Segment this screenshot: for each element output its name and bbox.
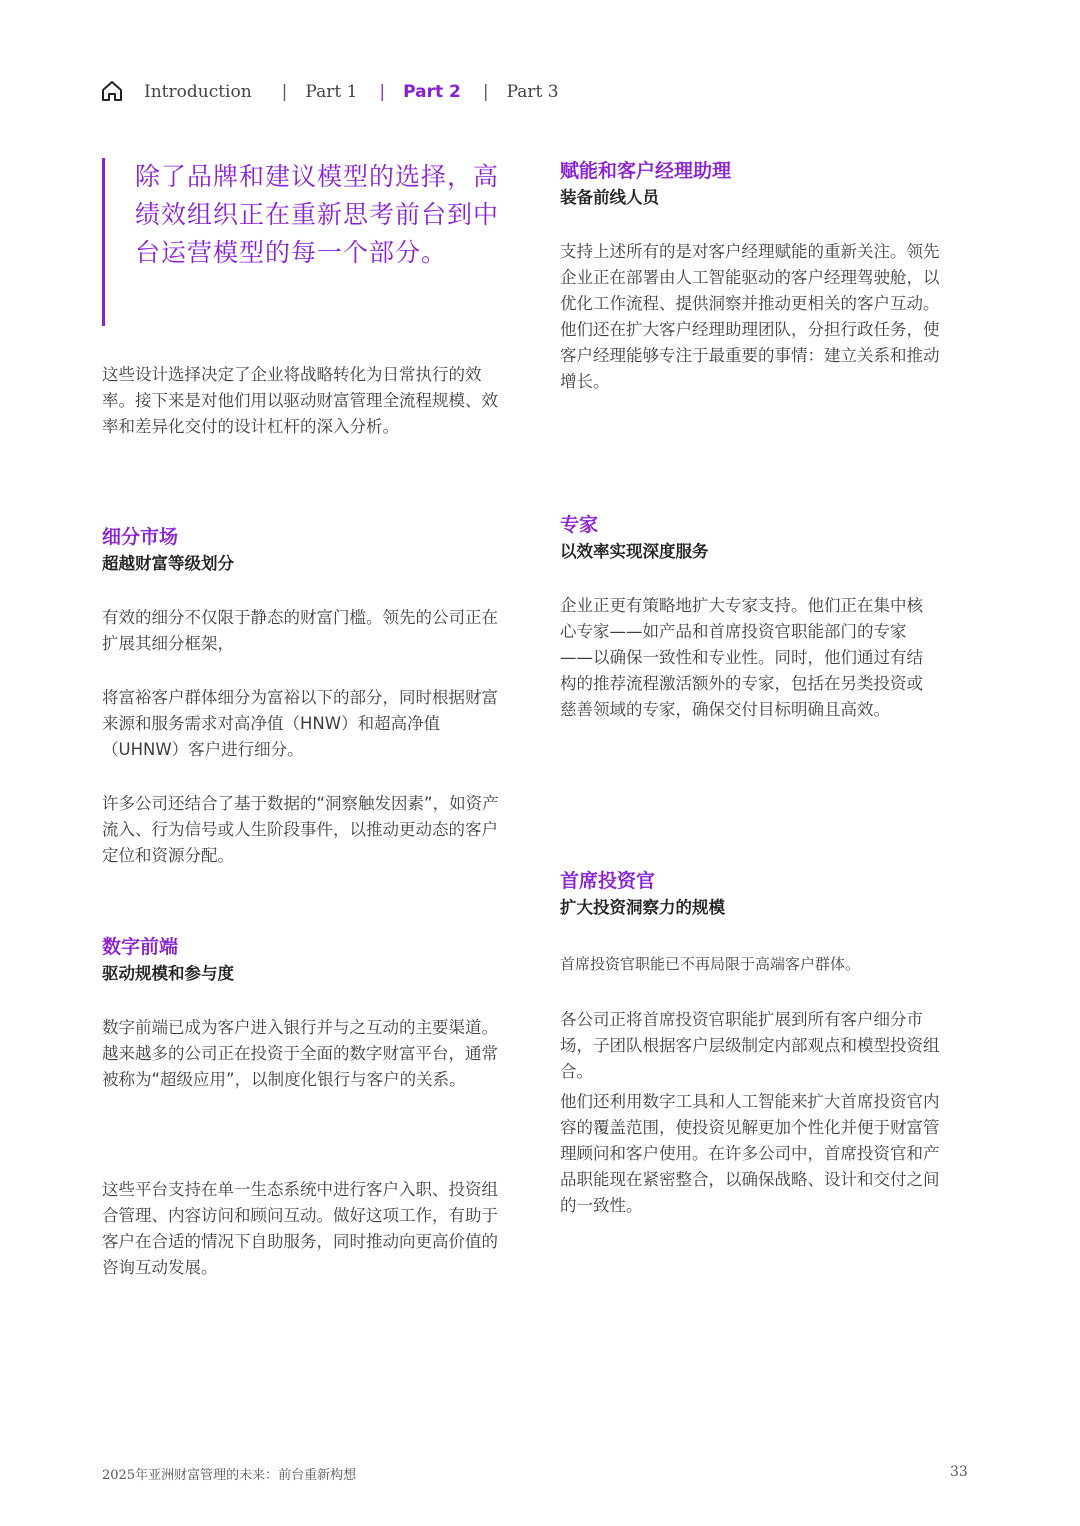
tab-introduction[interactable]: Introduction: [144, 82, 252, 102]
intro-paragraph: 这些设计选择决定了企业将战略转化为日常执行的效率。接下来是对他们用以驱动财富管理全流程规模、效率和差异化交付的设计杠杆的深入分析。: [102, 365, 498, 436]
paragraph: 这些平台支持在单一生态系统中进行客户入职、投资组合管理、内容访问和顾问互动。做好这项工作，有助于客户在合适的情况下自助服务，同时推动向更高价值的咨询互动发展。: [102, 1180, 498, 1277]
section-heading: 数字前端: [102, 936, 179, 958]
paragraph: 将富裕客户群体细分为富裕以下的部分，同时根据财富来源和服务需求对高净值（HNW）和超高净值（UHNW）客户进行细分。: [102, 688, 498, 759]
footer-title: 2025年亚洲财富管理的未来：前台重新构想: [102, 1468, 357, 1483]
section-subheading: 驱动规模和参与度: [102, 964, 234, 983]
paragraph: 各公司正将首席投资官职能扩展到所有客户细分市场，子团队根据客户层级制定内部观点和模型投资组合。: [560, 1010, 940, 1081]
segmentation-section: [102, 523, 502, 869]
tab-part-2[interactable]: Part 2: [403, 82, 461, 102]
paragraph: 数字前端已成为客户进入银行并与之互动的主要渠道。越来越多的公司正在投资于全面的数字财富平台，通常被称为“超级应用”，以制度化银行与客户的关系。: [102, 1018, 498, 1089]
nav-divider: |: [281, 82, 288, 102]
section-subheading: 装备前线人员: [560, 188, 659, 207]
digital-frontend-section: [102, 933, 507, 1281]
section-heading: 首席投资官: [560, 870, 656, 892]
section-heading: 赋能和客户经理助理: [560, 160, 732, 182]
home-icon[interactable]: [100, 79, 126, 105]
nav-divider: |: [379, 82, 386, 102]
rm-enablement-section: [560, 157, 945, 395]
paragraph: 企业正更有策略地扩大专家支持。他们正在集中核心专家——如产品和首席投资官职能部门的专家——以确保一致性和专业性。同时，他们通过有结构的推荐流程激活额外的专家，包括在另类投资或慈善领域的专家，确保交付目标明确且高效。: [560, 596, 923, 719]
page-number: 33: [950, 1464, 968, 1480]
paragraph: 许多公司还结合了基于数据的“洞察触发因素”，如资产流入、行为信号或人生阶段事件，以推动更动态的客户定位和资源分配。: [102, 794, 499, 865]
cio-section: [560, 867, 945, 1219]
top-navigation: [100, 76, 559, 108]
tab-part-1[interactable]: Part 1: [305, 82, 358, 102]
paragraph: 支持上述所有的是对客户经理赋能的重新关注。领先企业正在部署由人工智能驱动的客户经理驾驶舱，以优化工作流程、提供洞察并推动更相关的客户互动。他们还在扩大客户经理助理团队，分担行政任务，使客户经理能够专注于最重要的事情：建立关系和推动增长。: [560, 242, 940, 391]
paragraph: 他们还利用数字工具和人工智能来扩大首席投资官内容的覆盖范围，使投资见解更加个性化并便于财富管理顾问和客户使用。在许多公司中，首席投资官和产品职能现在紧密整合，以确保战略、设计和交付之间的一致性。: [560, 1092, 940, 1215]
section-heading: 细分市场: [102, 526, 179, 548]
section-subheading: 超越财富等级划分: [102, 554, 234, 573]
experts-section: [560, 511, 930, 723]
paragraph: 有效的细分不仅限于静态的财富门槛。领先的公司正在扩展其细分框架，: [102, 608, 498, 653]
nav-divider: |: [482, 82, 489, 102]
section-heading: 专家: [560, 514, 599, 536]
intro-section: [102, 362, 507, 440]
tab-part-3[interactable]: Part 3: [506, 82, 559, 102]
paragraph: 首席投资官职能已不再局限于高端客户群体。: [560, 955, 861, 973]
section-subheading: 扩大投资洞察力的规模: [560, 898, 725, 917]
pull-quote: [102, 158, 522, 326]
section-subheading: 以效率实现深度服务: [560, 542, 709, 561]
pull-quote-text: 除了品牌和建议模型的选择，高绩效组织正在重新思考前台到中台运营模型的每一个部分。: [135, 162, 500, 267]
